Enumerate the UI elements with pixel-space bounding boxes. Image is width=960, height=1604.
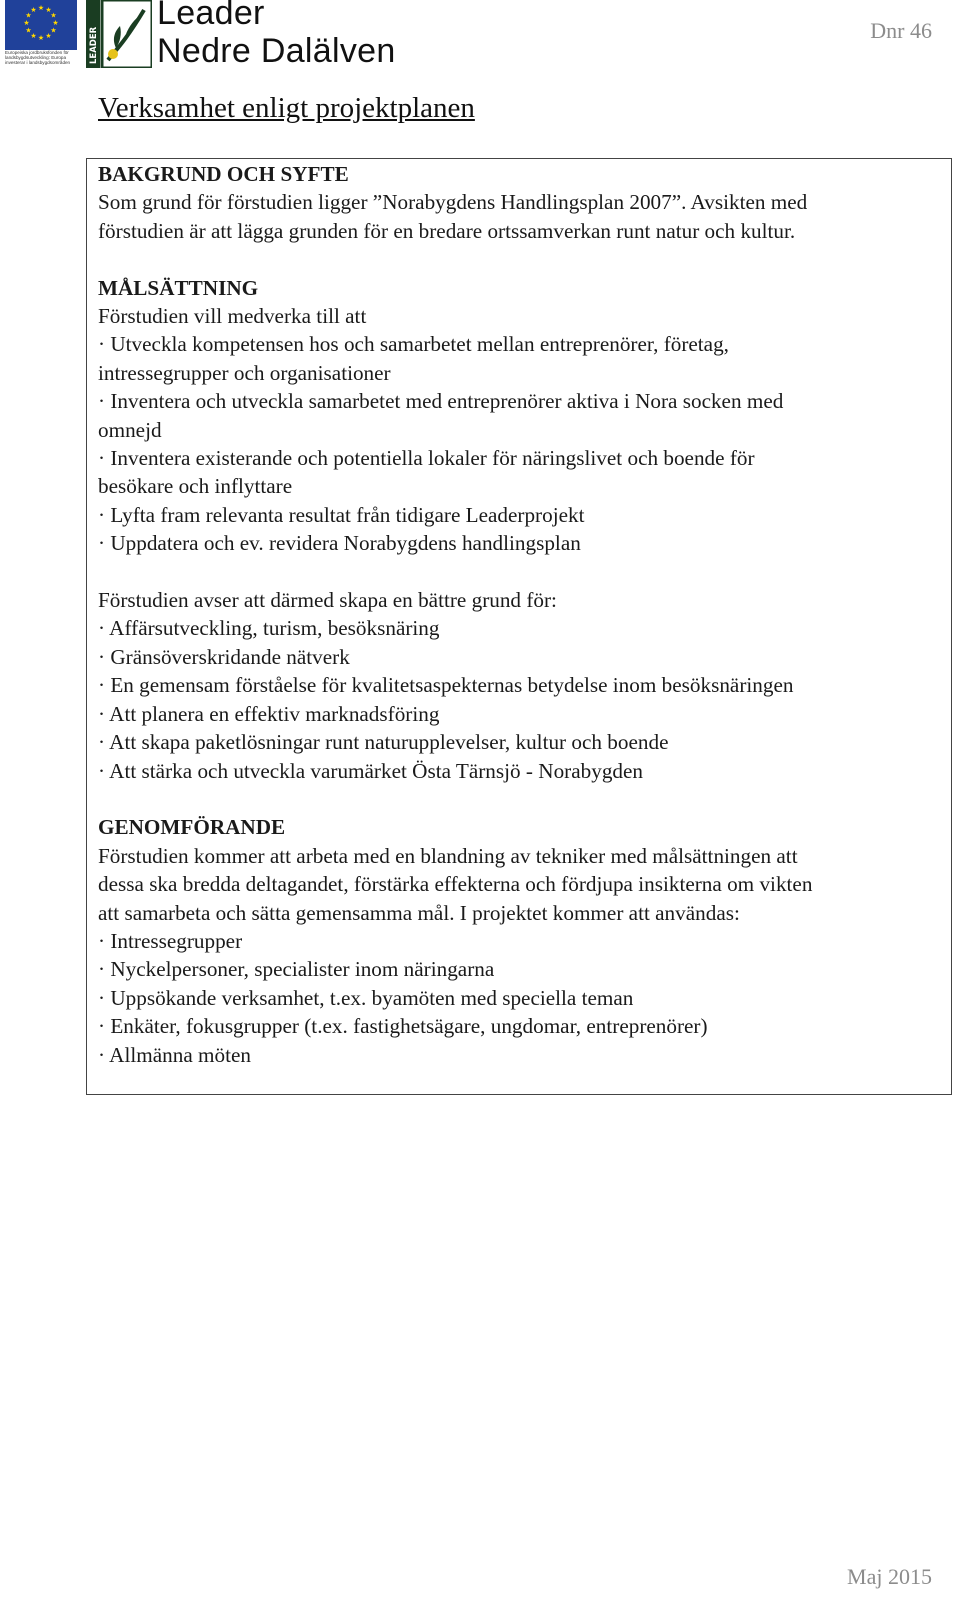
malsattning-line: omnejd xyxy=(98,417,162,442)
genomforande-line: · Allmänna möten xyxy=(98,1042,251,1067)
section-title-bakgrund: BAKGRUND OCH SYFTE xyxy=(98,162,349,186)
svg-text:★: ★ xyxy=(25,26,32,35)
grund-line: Förstudien avser att därmed skapa en bättre grund för: xyxy=(98,588,557,613)
page-title: Verksamhet enligt projektplanen xyxy=(98,92,475,124)
svg-text:★: ★ xyxy=(30,6,37,14)
genomforande-line: · Intressegrupper xyxy=(98,928,243,953)
svg-text:★: ★ xyxy=(25,11,32,20)
malsattning-line: besökare och inflyttare xyxy=(98,474,293,499)
leader-logo-title xyxy=(157,0,396,70)
leaf-emblem-icon xyxy=(86,0,152,68)
section-title-genomforande: GENOMFÖRANDE xyxy=(98,815,286,840)
bakgrund-line: förstudien är att lägga grunden för en bredare ortssamverkan runt natur och kultur. xyxy=(98,218,796,243)
malsattning-line: · Inventera och utveckla samarbetet med entreprenörer aktiva i Nora socken med xyxy=(98,389,784,414)
svg-text:★: ★ xyxy=(30,32,37,40)
svg-text:★: ★ xyxy=(52,19,59,27)
genomforande-line: att samarbeta och sätta gemensamma mål. I projektet kommer att användas: xyxy=(98,900,740,925)
eu-flag-logo xyxy=(5,0,77,50)
malsattning-line: Förstudien vill medverka till att xyxy=(98,304,367,329)
grund-line: · Att stärka och utveckla varumärket Östa Tärnsjö - Norabygden xyxy=(98,758,644,783)
malsattning-line: · Utveckla kompetensen hos och samarbetet mellan entreprenörer, företag, xyxy=(98,332,729,357)
malsattning-line: · Uppdatera och ev. revidera Norabygdens handlingsplan xyxy=(98,531,581,556)
malsattning-line: · Inventera existerande och potentiella lokaler för näringslivet och boende för xyxy=(98,446,755,471)
malsattning-line: intressegrupper och organisationer xyxy=(98,360,391,385)
svg-text:★: ★ xyxy=(23,19,30,27)
svg-text:★: ★ xyxy=(45,32,52,40)
eu-stars-icon xyxy=(5,0,77,50)
grund-line: · Affärsutveckling, turism, besöksnäring xyxy=(98,616,440,641)
genomforande-line: · Nyckelpersoner, specialister inom näringarna xyxy=(98,957,495,982)
genomforande-line: · Enkäter, fokusgrupper (t.ex. fastighetsägare, ungdomar, entreprenörer) xyxy=(98,1014,708,1039)
svg-text:★: ★ xyxy=(37,4,45,12)
genomforande-line: dessa ska bredda deltagandet, förstärka effekterna och fördjupa insikterna om vikten xyxy=(98,872,813,897)
svg-text:★: ★ xyxy=(37,34,45,42)
logo-line-nedre-dalalven: Nedre Dalälven xyxy=(157,32,396,70)
grund-line: · Att skapa paketlösningar runt naturupplevelser, kultur och boende xyxy=(98,730,669,755)
leader-emblem-logo xyxy=(86,0,152,68)
svg-text:★: ★ xyxy=(50,26,57,35)
grund-line: · Gränsöverskridande nätverk xyxy=(98,644,350,669)
content-body xyxy=(98,160,938,1069)
section-title-malsattning: MÅLSÄTTNING xyxy=(98,275,259,300)
grund-line: · Att planera en effektiv marknadsföring xyxy=(98,701,440,726)
eu-caption: Europeiska jordbruksfonden för landsbygdsutveckling: Europa investerar i landsbygdsområden xyxy=(5,50,71,66)
logo-line-leader: Leader xyxy=(157,0,265,32)
genomforande-line: · Uppsökande verksamhet, t.ex. byamöten med speciella teman xyxy=(98,985,634,1010)
bakgrund-line: Som grund för förstudien ligger ”Norabygdens Handlingsplan 2007”. Avsikten med xyxy=(98,190,808,215)
svg-text:★: ★ xyxy=(50,11,57,20)
emblem-text: LEADER xyxy=(89,26,99,64)
footer-date: Maj 2015 xyxy=(847,1564,932,1589)
grund-line: · En gemensam förståelse för kvalitetsaspekternas betydelse inom besöksnäringen xyxy=(98,673,794,698)
genomforande-line: Förstudien kommer att arbeta med en blandning av tekniker med målsättningen att xyxy=(98,843,798,868)
malsattning-line: · Lyfta fram relevanta resultat från tidigare Leaderprojekt xyxy=(98,502,585,527)
svg-text:★: ★ xyxy=(45,6,52,14)
document-number: Dnr 46 xyxy=(870,18,932,43)
